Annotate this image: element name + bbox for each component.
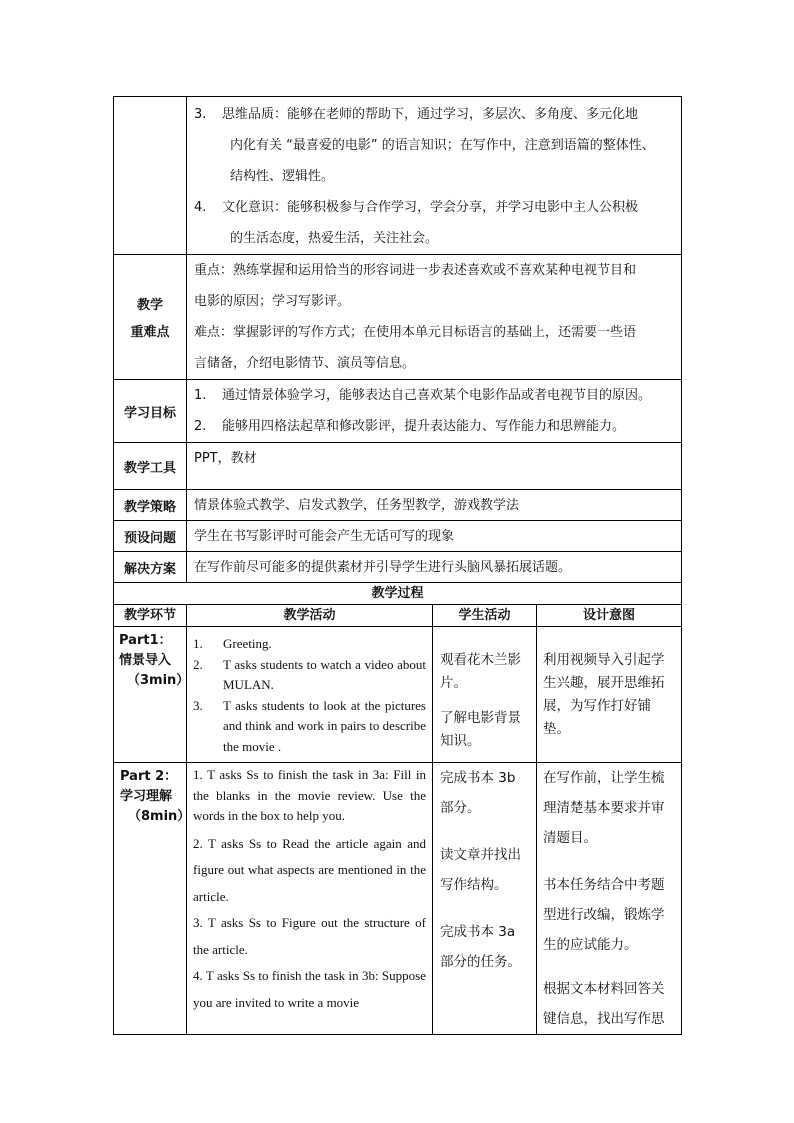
goal-2-number: 2.	[194, 419, 207, 434]
part1-teacher	[187, 627, 433, 763]
key-points-row	[114, 255, 682, 380]
objectives-label-cell	[114, 97, 187, 255]
objective-item-4	[194, 192, 681, 254]
key-points-content	[187, 255, 682, 380]
part2-design-intent-3: 根据文本材料回答关键信息，找出写作思	[543, 981, 665, 1027]
focus-line2: 电影的原因；学习写影评。	[194, 294, 351, 309]
part1-student-activity-2: 了解电影背景知识。	[440, 710, 521, 749]
part2-intent	[537, 763, 682, 1035]
part2-student-activity-1: 完成书本 3b 部分。	[440, 770, 516, 816]
objective-4-line2: 的生活态度，热爱生活，关注社会。	[230, 231, 439, 246]
part2-stage-line2: 学习理解	[120, 789, 173, 804]
key-points-label-line2: 重难点	[130, 325, 170, 340]
solution-label: 解决方案	[114, 552, 187, 583]
objective-3-line1: 思维品质：能够在老师的帮助下，通过学习，多层次、多角度、多元化地	[222, 107, 639, 122]
strategy-value: 情景体验式教学、启发式教学，任务型教学，游戏教学法	[194, 497, 520, 513]
process-table	[113, 604, 682, 1035]
part1-stage	[114, 627, 190, 763]
objective-item-3	[194, 99, 681, 192]
header-student-activity: 学生活动	[433, 605, 537, 627]
objectives-continued-row	[114, 97, 682, 255]
issues-row	[114, 521, 682, 552]
part2-teacher-item-4: 4. T asks Ss to finish the task in 3b: Suppose you are invited to write a movie	[193, 968, 426, 1010]
part1-t2-text: T asks students to watch a video about MULAN.	[223, 656, 426, 692]
part2-teacher	[187, 763, 433, 1035]
focus-line1: 重点：熟练掌握和运用恰当的形容词进一步表述喜欢或不喜欢某种电视节目和	[194, 263, 637, 278]
strategy-content	[187, 490, 682, 521]
part1-t1-number: 1.	[193, 636, 203, 651]
part1-t1-text: Greeting.	[223, 636, 272, 651]
part1-intent	[537, 627, 682, 763]
goal-2-text: 能够用四格法起草和修改影评，提升表达能力、写作能力和思辨能力。	[222, 419, 626, 434]
issues-label: 预设问题	[114, 521, 187, 552]
objectives-content-cell	[187, 97, 682, 255]
header-teacher-activity: 教学活动	[187, 605, 433, 627]
solution-content	[187, 552, 682, 583]
part2-stage-text	[120, 767, 191, 827]
part1-stage-text	[119, 631, 190, 691]
learning-goals-label: 学习目标	[114, 380, 187, 443]
part2-student-activity-3: 完成书本 3a 部分的任务。	[440, 924, 521, 970]
objective-3-line3: 结构性、逻辑性。	[230, 169, 335, 184]
part1-teacher-item-2	[193, 655, 426, 696]
focus-text	[194, 255, 681, 379]
part1-design-intent: 利用视频导入引起学生兴趣，展开思维拓展，为写作打好铺垫。	[543, 652, 665, 737]
solution-row	[114, 552, 682, 583]
part2-design-intent-1: 在写作前，让学生梳理清楚基本要求并审清题目。	[543, 770, 665, 846]
part2-stage-line1: Part 2：	[120, 769, 178, 784]
goal-item-1	[194, 380, 681, 411]
part1-student	[433, 627, 537, 763]
goal-item-2	[194, 411, 681, 442]
process-title: 教学过程	[114, 583, 682, 605]
tools-content	[187, 443, 682, 490]
learning-goals-content	[187, 380, 682, 443]
part2-teacher-item-2: 2. T asks Ss to Read the article again and figure out what aspects are mentioned in the article.	[193, 835, 426, 904]
part1-teacher-item-1	[193, 634, 426, 655]
tools-label: 教学工具	[114, 443, 187, 490]
tools-value: PPT，教材	[194, 451, 257, 466]
part1-teacher-item-3	[193, 696, 426, 758]
objective-3-line2: 内化有关 “最喜爱的电影” 的语言知识；在写作中，注意到语篇的整体性、	[230, 138, 655, 153]
goal-1-number: 1.	[194, 388, 207, 403]
header-stage: 教学环节	[114, 605, 187, 627]
part1-t2-number: 2.	[193, 656, 203, 672]
part1-stage-line3: （3min）	[127, 673, 190, 688]
part1-t3-text: T asks students to look at the pictures and think and work in pairs to describe the movie .	[223, 697, 426, 754]
header-design-intent: 设计意图	[537, 605, 682, 627]
process-header-row	[114, 605, 682, 627]
process-title-row	[114, 583, 682, 605]
goal-1-text: 通过情景体验学习，能够表达自己喜欢某个电影作品或者电视节目的原因。	[222, 388, 652, 403]
part2-student-activity-2: 读文章并找出写作结构。	[440, 847, 521, 893]
key-points-label-line1: 教学	[136, 298, 163, 313]
part2-teacher-item-1: 1. T asks Ss to finish the task in 3a: Fill in the blanks in the movie review. Use the words in the box to help you.	[193, 767, 426, 823]
objective-3-number: 3.	[194, 107, 207, 122]
learning-goals-row	[114, 380, 682, 443]
part2-teacher-item-3: 3. T asks Ss to Figure out the structure of the article.	[193, 915, 426, 957]
strategy-row	[114, 490, 682, 521]
part1-t3-number: 3.	[193, 697, 203, 713]
part2-student	[433, 763, 537, 1035]
solution-value: 在写作前尽可能多的提供素材并引导学生进行头脑风暴拓展话题。	[194, 559, 572, 575]
part2-design-intent-2: 书本任务结合中考题型进行改编，锻炼学生的应试能力。	[543, 877, 665, 953]
part1-student-activity-1: 观看花木兰影片。	[440, 652, 521, 691]
part1-stage-line2: 情景导入	[119, 653, 172, 668]
objective-4-line1: 文化意识：能够积极参与合作学习，学会分享，并学习电影中主人公积极	[222, 200, 639, 215]
lesson-info-table	[113, 96, 682, 605]
difficulty-line2: 言储备，介绍电影情节、演员等信息。	[194, 356, 416, 371]
part2-stage	[114, 763, 191, 1035]
part2-stage-line3: （8min）	[128, 809, 191, 824]
issues-content	[187, 521, 682, 552]
strategy-label: 教学策略	[114, 490, 187, 521]
tools-row	[114, 443, 682, 490]
difficulty-line1: 难点：掌握影评的写作方式；在使用本单元目标语言的基础上，还需要一些语	[194, 325, 637, 340]
issues-value: 学生在书写影评时可能会产生无话可写的现象	[194, 528, 455, 544]
key-points-label	[114, 255, 187, 380]
part2-row	[114, 763, 682, 1035]
part1-stage-line1: Part1：	[119, 633, 172, 648]
objective-4-number: 4.	[194, 200, 207, 215]
part1-row	[114, 627, 682, 763]
